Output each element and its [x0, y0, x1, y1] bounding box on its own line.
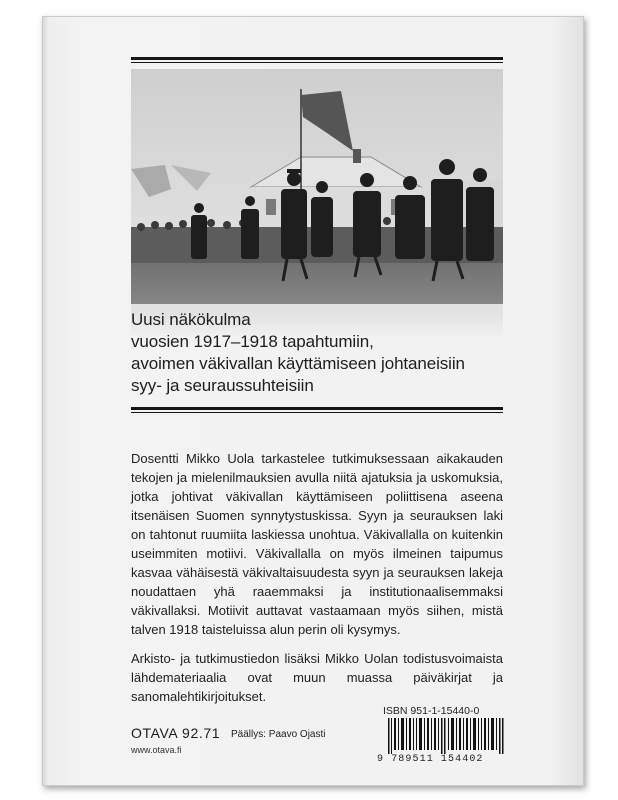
- isbn: ISBN 951-1-15440-0: [383, 705, 480, 717]
- headline-line: Uusi näkökulma: [131, 310, 251, 329]
- cover-edge: [43, 17, 49, 785]
- publisher-website: www.otava.fi: [131, 745, 182, 755]
- headline: [131, 309, 511, 397]
- headline-line: syy- ja seuraussuhteisiin: [131, 376, 314, 395]
- middle-rule: [131, 407, 503, 410]
- book-back-cover: [42, 16, 584, 786]
- historical-photo: [131, 69, 503, 339]
- crowd-march-photo-icon: [131, 69, 503, 339]
- barcode-number: 9 789511 154402: [377, 754, 484, 765]
- publisher-code: OTAVA 92.71: [131, 725, 221, 741]
- blurb: [131, 449, 503, 716]
- blurb-paragraph: Arkisto- ja tutkimustiedon lisäksi Mikko Uolan todistusvoimaista lähdemateriaalia ovat muun muassa päiväkirjat ja sanomalehtikirjoitukset.: [131, 651, 503, 704]
- barcode-icon: [388, 718, 506, 754]
- blurb-paragraph: Dosentti Mikko Uola tarkastelee tutkimuksessaan aikakauden tekojen ja mielenilmauksien avulla niitä ajatuksia ja uskomuksia, jotka johtivat väkivallan käyttämiseen poliittisena aseena itsenäisen Suomen synnytystuskissa. Syyn ja seurauksen laki on tahtonut ruumiita laskiessa unohtua. Väkivallalla on kuitenkin useimmiten motiivi. Väkivallalla on myös ilmeinen taipumus kasvaa vähäisestä väkivaltaisuudesta syyn ja seurauksen lakeja noudattaen yhä raaemmaksi ja institutionaalisemmaksi väkivallaksi. Motiivit auttavat vastaamaan myös siihen, mistä talven 1918 taisteluissa alun perin oli kysymys.: [131, 451, 503, 637]
- headline-line: avoimen väkivallan käyttämiseen johtaneisiin: [131, 354, 465, 373]
- headline-line: vuosien 1917–1918 tapahtumiin,: [131, 332, 374, 351]
- cover-credit: Päällys: Paavo Ojasti: [231, 729, 326, 740]
- top-rule: [131, 57, 503, 60]
